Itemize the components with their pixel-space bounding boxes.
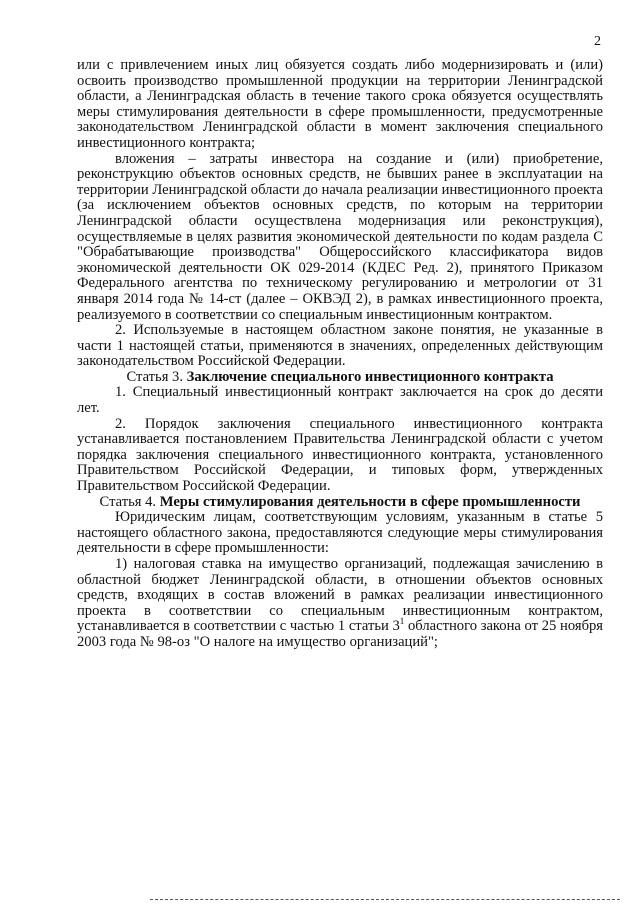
paragraph-contract-definition: или с привлечением иных лиц обязуется создать либо модернизировать и (или) освоить производство промышленной продукции на территории Ленинградской области, а Ленинградская область в течение такого срока обязуется осуществлять меры стимулирования деятельности в сфере промышленности, предусмотренные законодательством Ленинградской области в момент заключения специального инвестиционного контракта; (77, 57, 603, 151)
article-3-paragraph-2: 2. Порядок заключения специального инвестиционного контракта устанавливается постановлением Правительства Ленинградской области с учетом порядка заключения специального инвестиционного контракта, установленного Правительством Российской Федерации, и типовых форм, утвержденных Правительством Российской Федерации. (77, 415, 603, 495)
article-4-prefix: Статья 4. (99, 493, 160, 510)
article-4-item-1-superscript: 1 (399, 616, 405, 627)
article-3-heading (77, 370, 603, 386)
article-3-paragraph-1: 1. Специальный инвестиционный контракт заключается на срок до десяти лет. (77, 384, 603, 417)
article-4-heading (77, 495, 603, 511)
article-4-item-1-tail: областного закона от 25 ноября 2003 года № 98-оз "О налоге на имущество организаций"; (77, 618, 604, 650)
paragraph-terms-usage: 2. Используемые в настоящем областном законе понятия, не указанные в части 1 настоящей статьи, применяются в значениях, определенных действующим законодательством Российской Федерации. (77, 322, 603, 370)
document-body (77, 58, 603, 651)
article-4-item-1-text: 1) налоговая ставка на имущество организаций, подлежащая зачислению в областной бюджет Ленинградской области, в отношении объектов основных средств, входящих в состав вложений в рамках реализации инвестиционного проекта в соответствии со специальным инвестиционным контрактом, устанавливается в соответствии с частью 1 статьи 3 (77, 556, 603, 635)
page-number: 2 (594, 34, 601, 49)
article-4-item-1 (77, 557, 603, 651)
footer-dashed-rule (150, 899, 620, 900)
paragraph-investments-definition: вложения – затраты инвестора на создание и (или) приобретение, реконструкцию объектов основных средств, не бывших ранее в эксплуатации на территории Ленинградской области до начала реализации инвестиционного проекта (за исключением объектов основных средств, по которым на территории Ленинградской области осуществлена модернизация или реконструкция), осуществляемые в целях развития экономической деятельности по кодам раздела С "Обрабатывающие производства" Общероссийского классификатора видов экономической деятельности ОК 029-2014 (КДЕС Ред. 2), принятого Приказом Федерального агентства по техническому регулированию и метрологии от 31 января 2014 года № 14-ст (далее – ОКВЭД 2), в рамках инвестиционного проекта, реализуемого в соответствии со специальным инвестиционным контрактом. (77, 150, 603, 323)
article-4-title: Меры стимулирования деятельности в сфере промышленности (159, 493, 581, 510)
article-3-title: Заключение специального инвестиционного контракта (186, 368, 554, 385)
article-3-prefix: Статья 3. (126, 368, 187, 385)
article-4-intro: Юридическим лицам, соответствующим условиям, указанным в статье 5 настоящего областного закона, предоставляются следующие меры стимулирования деятельности в сфере промышленности: (77, 509, 603, 557)
